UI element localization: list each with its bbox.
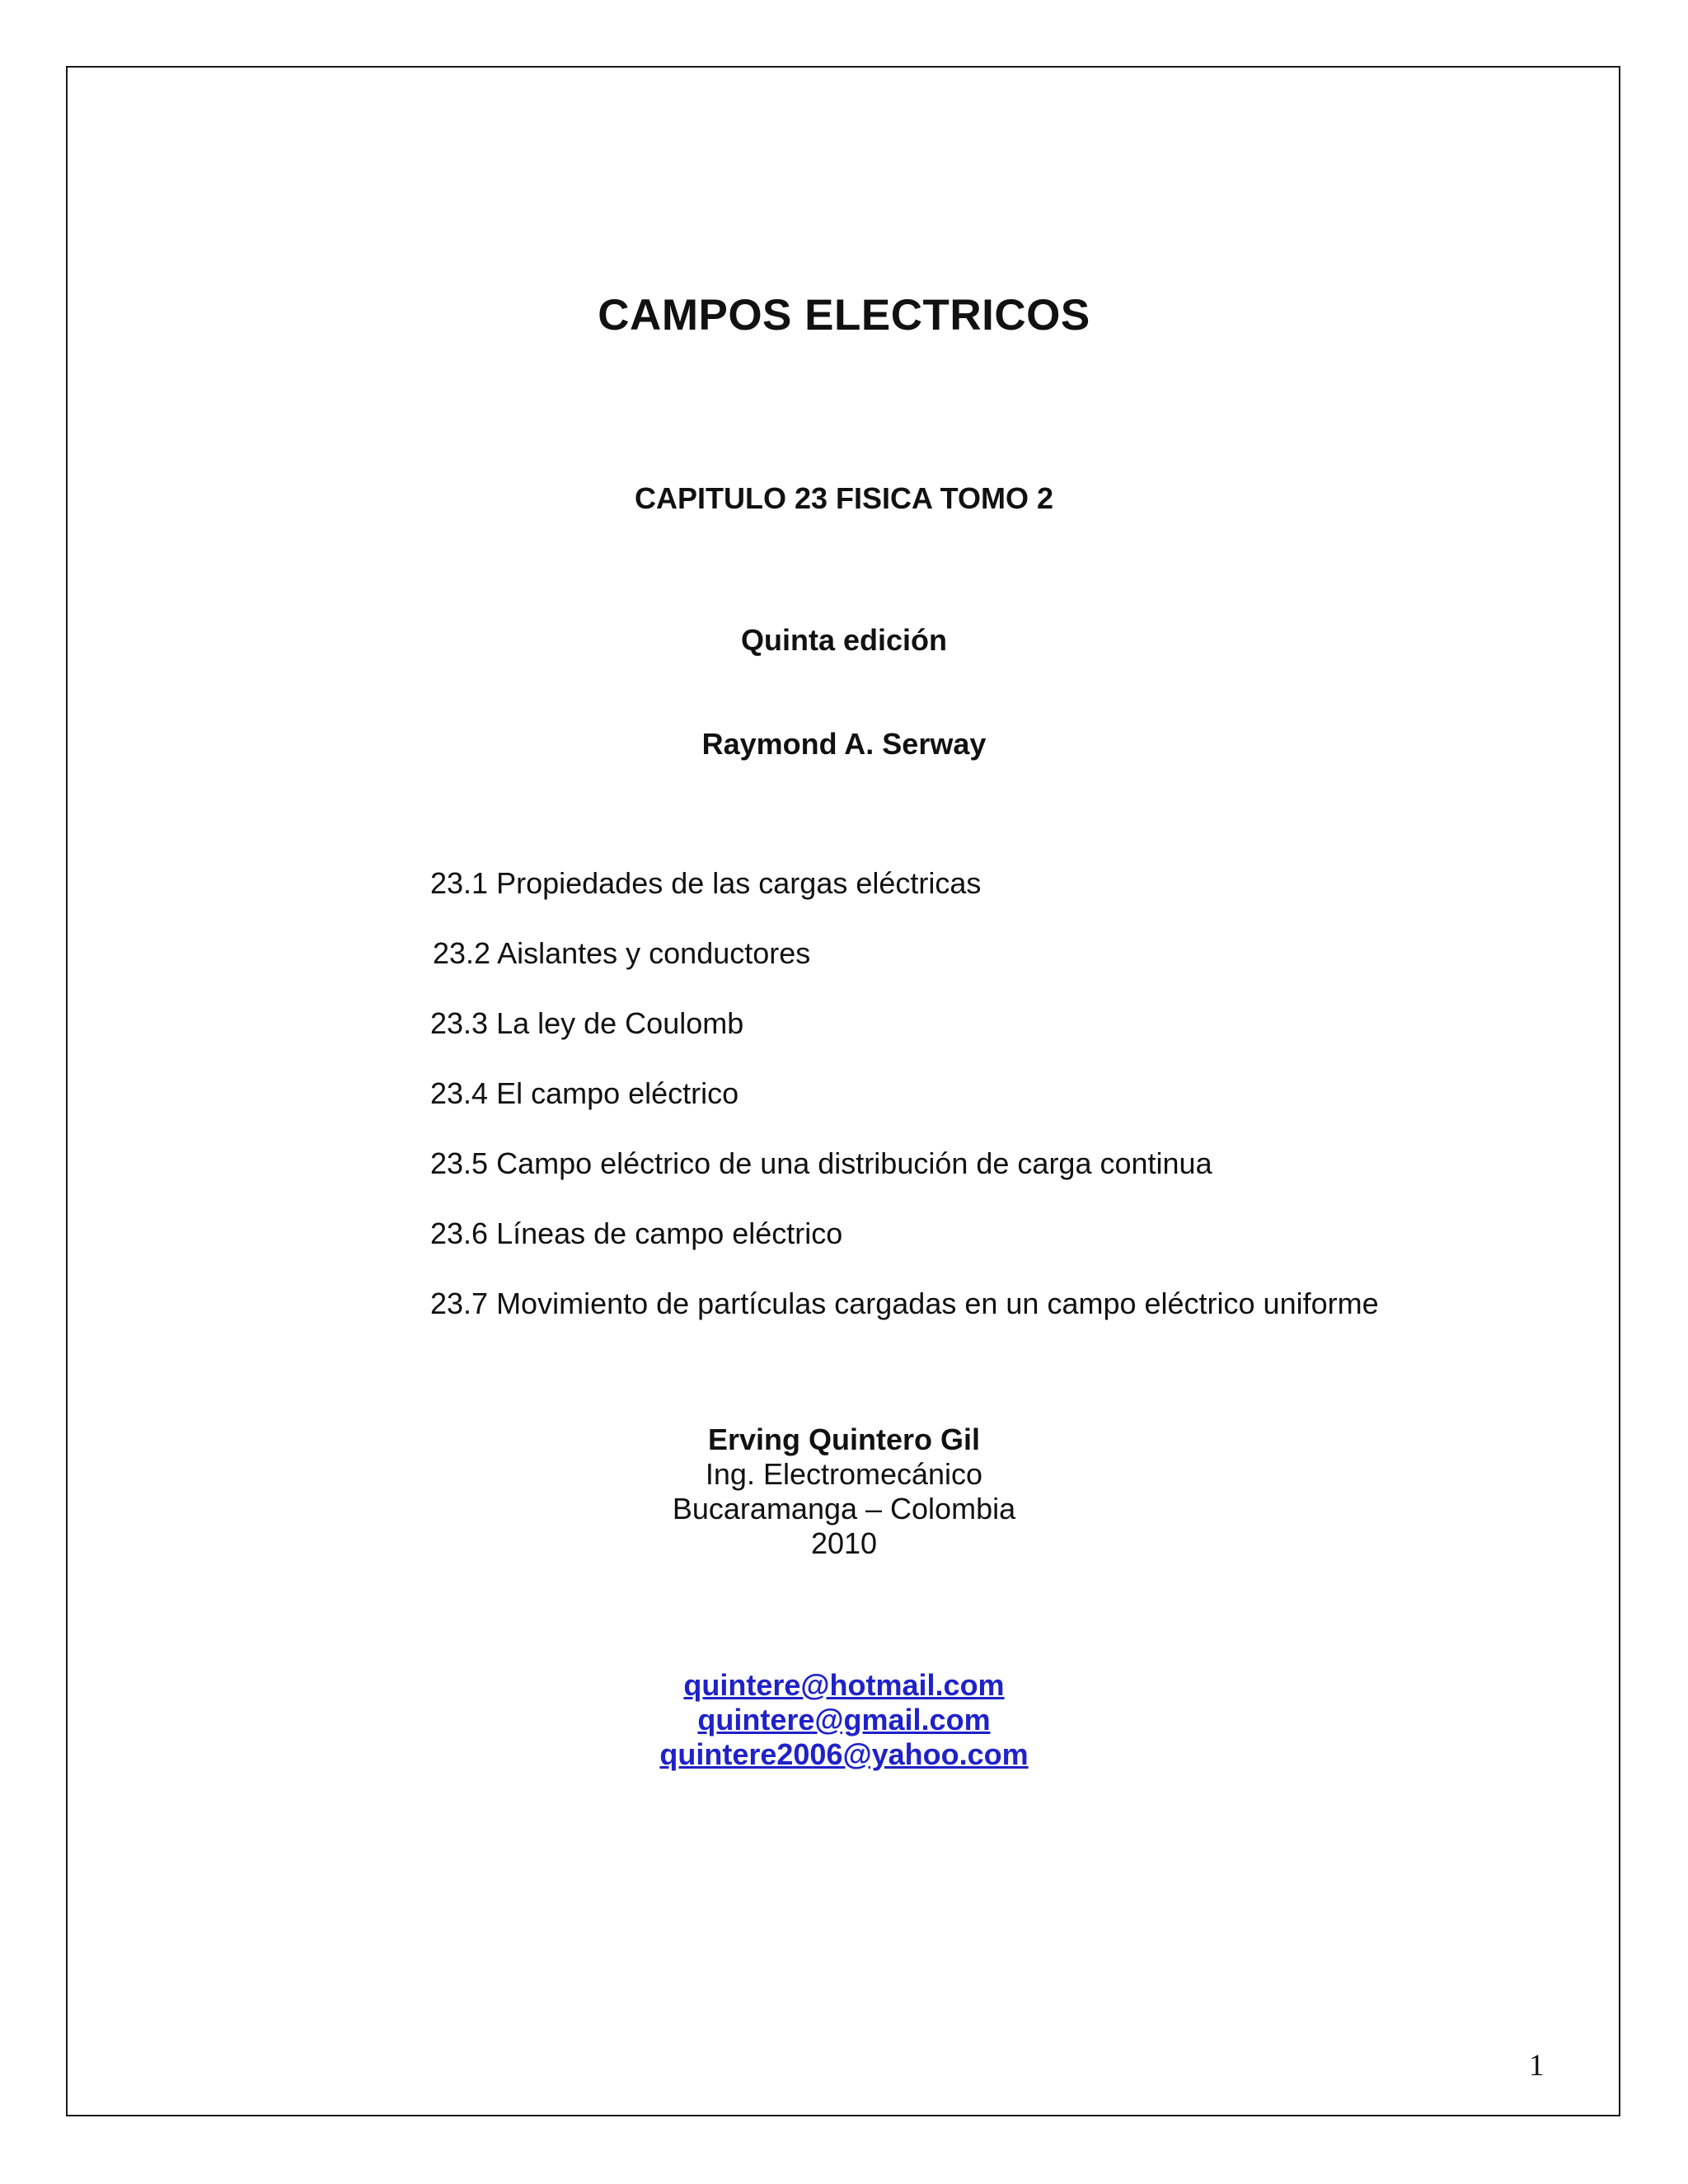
toc-item: 23.7 Movimiento de partículas cargadas en un campo eléctrico uniforme [430, 1286, 1379, 1320]
author-profession: Ing. Electromecánico [705, 1457, 983, 1491]
document-title: CAMPOS ELECTRICOS [598, 291, 1090, 340]
toc-item: 23.3 La ley de Coulomb [430, 1006, 744, 1040]
email-list [0, 1668, 1688, 1772]
publication-year: 2010 [810, 1526, 878, 1560]
email-link-gmail[interactable]: quintere@gmail.com [697, 1703, 991, 1736]
toc-item: 23.4 El campo eléctrico [430, 1076, 739, 1110]
toc-item: 23.6 Líneas de campo eléctrico [430, 1216, 843, 1250]
book-author: Raymond A. Serway [701, 727, 987, 761]
author-name: Erving Quintero Gil [707, 1422, 981, 1456]
chapter-subtitle: CAPITULO 23 FISICA TOMO 2 [634, 481, 1054, 515]
page-number: 1 [1529, 2049, 1545, 2083]
edition-label: Quinta edición [740, 623, 947, 657]
email-link-yahoo[interactable]: quintere2006@yahoo.com [659, 1737, 1029, 1771]
email-link-hotmail[interactable]: quintere@hotmail.com [683, 1668, 1005, 1702]
toc-item: 23.2 Aislantes y conductores [433, 936, 811, 970]
toc-item: 23.1 Propiedades de las cargas eléctricas [430, 866, 982, 900]
author-block [0, 1422, 1688, 1561]
table-of-contents [430, 864, 1379, 1354]
author-location: Bucaramanga – Colombia [672, 1492, 1016, 1526]
toc-item: 23.5 Campo eléctrico de una distribución de carga continua [430, 1146, 1212, 1180]
